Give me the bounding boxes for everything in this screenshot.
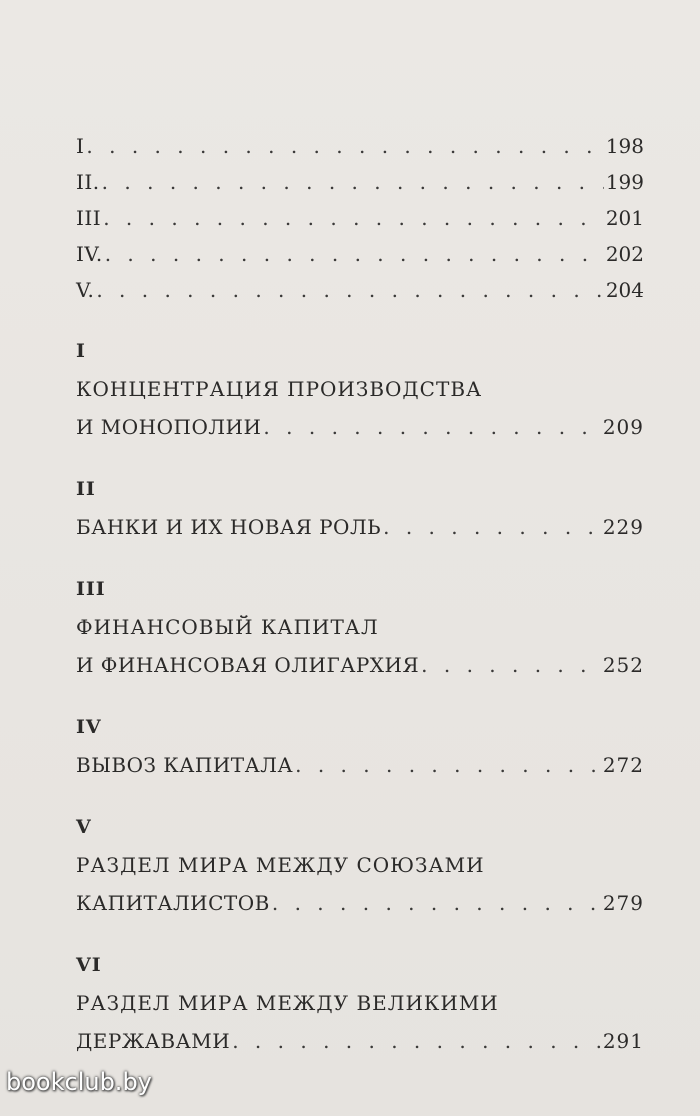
toc-entry-label: I: [76, 134, 85, 158]
chapter-title-row: [76, 508, 644, 546]
toc-entry-page: 201: [605, 206, 644, 230]
toc-entry-page: 199: [605, 170, 644, 194]
chapter-entry: [76, 808, 644, 922]
chapter-entry: [76, 332, 644, 446]
toc-entry-label: IV.: [76, 242, 103, 266]
chapter-title-row: [76, 408, 644, 446]
chapter-number: I: [76, 340, 86, 362]
chapter-entry: [76, 708, 644, 784]
toc-entry-label: II.: [76, 170, 100, 194]
leader-dots: [232, 1022, 601, 1060]
chapter-title-line: КОНЦЕНТРАЦИЯ ПРОИЗВОДСТВА: [76, 377, 483, 401]
toc-entry: [76, 272, 644, 308]
leader-dots: [102, 164, 604, 200]
toc-entry-page: 202: [605, 242, 644, 266]
toc-entry: [76, 128, 644, 164]
toc-entry: [76, 200, 644, 236]
chapter-page: 279: [602, 891, 644, 915]
toc-entry-label: III: [76, 206, 102, 230]
chapter-page: 291: [602, 1029, 644, 1053]
chapter-title-row: [76, 746, 644, 784]
chapter-title-last-line: ДЕРЖАВАМИ: [76, 1029, 231, 1053]
leader-dots: [295, 746, 601, 784]
chapter-number: V: [76, 816, 92, 838]
chapter-title-line: РАЗДЕЛ МИРА МЕЖДУ СОЮЗАМИ: [76, 853, 485, 877]
chapter-title-row: [76, 884, 644, 922]
chapter-page: 209: [602, 415, 644, 439]
leader-dots: [421, 646, 601, 684]
chapter-title-last-line: И ФИНАНСОВАЯ ОЛИГАРХИЯ: [76, 653, 420, 677]
leader-dots: [263, 408, 600, 446]
chapter-number: IV: [76, 716, 102, 738]
chapter-title-line: РАЗДЕЛ МИРА МЕЖДУ ВЕЛИКИМИ: [76, 991, 499, 1015]
toc-entry-page: 204: [605, 278, 644, 302]
table-of-contents: [76, 128, 644, 1060]
chapter-page: 272: [602, 753, 644, 777]
toc-entry-label: V.: [76, 278, 95, 302]
chapter-title-row: [76, 1022, 644, 1060]
leader-dots: [383, 508, 601, 546]
leader-dots: [96, 272, 604, 308]
chapter-title-last-line: И МОНОПОЛИИ: [76, 415, 262, 439]
chapter-title-row: [76, 646, 644, 684]
chapter-title-last-line: КАПИТАЛИСТОВ: [76, 891, 270, 915]
toc-entry: [76, 236, 644, 272]
chapter-title-last-line: ВЫВОЗ КАПИТАЛА: [76, 753, 294, 777]
chapter-page: 229: [602, 515, 644, 539]
chapter-number: II: [76, 478, 96, 500]
chapter-entry: [76, 470, 644, 546]
chapter-entry: [76, 946, 644, 1060]
toc-entry-page: 198: [605, 134, 644, 158]
watermark: bookclub.by: [6, 1068, 152, 1096]
chapter-entry: [76, 570, 644, 684]
chapter-title-line: ФИНАНСОВЫЙ КАПИТАЛ: [76, 615, 379, 639]
chapter-page: 252: [602, 653, 644, 677]
leader-dots: [272, 884, 601, 922]
leader-dots: [86, 128, 603, 164]
toc-entry: [76, 164, 644, 200]
chapter-number: VI: [76, 954, 102, 976]
leader-dots: [105, 236, 604, 272]
chapter-title-last-line: БАНКИ И ИХ НОВАЯ РОЛЬ: [76, 515, 382, 539]
chapter-number: III: [76, 578, 106, 600]
leader-dots: [103, 200, 604, 236]
